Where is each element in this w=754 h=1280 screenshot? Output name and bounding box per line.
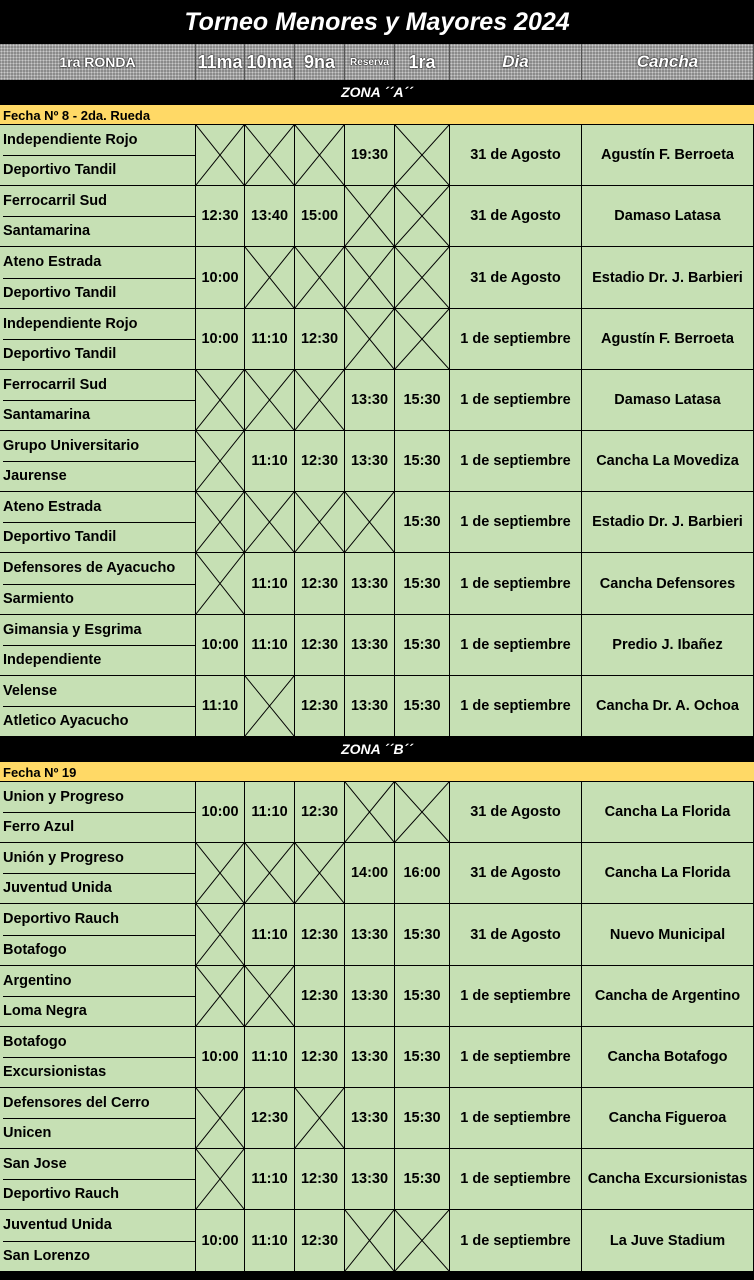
home-team: Ateno Estrada [3,247,195,279]
away-team: Sarmiento [3,590,74,607]
cancha-cell: Cancha Figueroa [582,1088,754,1149]
no-match-cell [395,186,450,247]
time-cell: 11:10 [245,1027,295,1088]
cancha-cell: Nuevo Municipal [582,904,754,966]
no-match-cell [245,676,295,737]
time-cell: 11:10 [245,431,295,492]
teams-cell [0,1088,196,1149]
home-team: Deportivo Rauch [3,904,195,936]
time-cell: 12:30 [295,676,345,737]
time-cell: 15:00 [295,186,345,247]
time-cell: 11:10 [245,1149,295,1210]
teams-cell [0,1027,196,1088]
time-cell: 13:30 [345,615,395,676]
match-row [0,247,754,309]
away-team: Jaurense [3,468,67,484]
match-row [0,1088,754,1149]
no-match-cell [295,492,345,553]
time-cell: 11:10 [245,904,295,966]
cross-mark-icon [295,247,344,308]
time-cell: 11:10 [245,309,295,370]
time-cell: 13:30 [345,1027,395,1088]
no-match-cell [395,309,450,370]
teams-cell [0,676,196,737]
time-cell: 12:30 [295,431,345,492]
dia-cell: 1 de septiembre [450,1088,582,1149]
away-team: Deportivo Tandil [3,162,117,178]
cross-mark-icon [196,492,244,552]
time-cell: 12:30 [245,1088,295,1149]
time-cell: 15:30 [395,1088,450,1149]
teams-cell [0,553,196,615]
match-row [0,966,754,1027]
teams-cell [0,370,196,431]
cancha-cell: Damaso Latasa [582,370,754,431]
dia-cell: 31 de Agosto [450,247,582,309]
home-team: Defensores del Cerro [3,1088,195,1119]
cross-mark-icon [245,247,294,308]
cross-mark-icon [245,370,294,430]
home-team: Botafogo [3,1027,195,1058]
no-match-cell [245,966,295,1027]
cancha-cell: Cancha La Florida [582,782,754,843]
time-cell: 13:30 [345,370,395,431]
no-match-cell [196,370,245,431]
no-match-cell [245,125,295,186]
dia-cell: 1 de septiembre [450,966,582,1027]
match-row [0,309,754,370]
time-cell: 15:30 [395,676,450,737]
match-row [0,904,754,966]
dia-cell: 1 de septiembre [450,553,582,615]
time-cell: 13:40 [245,186,295,247]
no-match-cell [395,247,450,309]
cancha-cell: Cancha Botafogo [582,1027,754,1088]
cross-mark-icon [196,843,244,903]
time-cell: 11:10 [245,1210,295,1272]
time-cell: 15:30 [395,904,450,966]
cross-mark-icon [295,125,344,185]
fecha-header: Fecha Nº 8 - 2da. Rueda [0,104,754,125]
header-dia: Dia [450,44,582,80]
home-team: Ateno Estrada [3,492,195,523]
time-cell: 13:30 [345,966,395,1027]
cross-mark-icon [295,1088,344,1148]
time-cell: 11:10 [245,553,295,615]
cancha-cell: Estadio Dr. J. Barbieri [582,492,754,553]
zone-header: ZONA ´´B´´ [0,737,754,761]
cross-mark-icon [345,1210,394,1271]
no-match-cell [196,553,245,615]
teams-cell [0,843,196,904]
away-team: Deportivo Tandil [3,529,117,545]
time-cell: 15:30 [395,1149,450,1210]
no-match-cell [196,1149,245,1210]
time-cell: 12:30 [295,615,345,676]
match-row [0,370,754,431]
match-row [0,125,754,186]
cross-mark-icon [345,186,394,246]
time-cell: 11:10 [245,615,295,676]
zone-header: ZONA ´´A´´ [0,80,754,104]
teams-cell [0,247,196,309]
no-match-cell [345,1210,395,1272]
teams-cell [0,615,196,676]
no-match-cell [345,309,395,370]
dia-cell: 31 de Agosto [450,782,582,843]
no-match-cell [245,247,295,309]
cross-mark-icon [295,492,344,552]
cancha-cell: Estadio Dr. J. Barbieri [582,247,754,309]
dia-cell: 1 de septiembre [450,615,582,676]
no-match-cell [196,966,245,1027]
cross-mark-icon [345,782,394,842]
no-match-cell [295,370,345,431]
dia-cell: 31 de Agosto [450,843,582,904]
header-11ma: 11ma [196,44,245,80]
home-team: Juventud Unida [3,1210,195,1242]
time-cell: 15:30 [395,492,450,553]
away-team: Loma Negra [3,1003,87,1019]
teams-cell [0,904,196,966]
time-cell: 12:30 [295,1149,345,1210]
match-row [0,431,754,492]
cross-mark-icon [196,125,244,185]
home-team: Velense [3,676,195,707]
teams-cell [0,125,196,186]
time-cell: 10:00 [196,782,245,843]
teams-cell [0,966,196,1027]
away-team: San Lorenzo [3,1247,91,1264]
home-team: Ferrocarril Sud [3,186,195,217]
cross-mark-icon [395,1210,449,1271]
away-team: Botafogo [3,941,67,958]
time-cell: 13:30 [345,553,395,615]
cross-mark-icon [196,1149,244,1209]
time-cell: 10:00 [196,309,245,370]
time-cell: 12:30 [295,966,345,1027]
away-team: Atletico Ayacucho [3,713,129,729]
time-cell: 15:30 [395,966,450,1027]
teams-cell [0,1210,196,1272]
cancha-cell: Predio J. Ibañez [582,615,754,676]
cross-mark-icon [196,904,244,965]
cancha-cell: Agustín F. Berroeta [582,309,754,370]
cross-mark-icon [196,966,244,1026]
time-cell: 13:30 [345,904,395,966]
no-match-cell [345,492,395,553]
cross-mark-icon [196,431,244,491]
cross-mark-icon [245,125,294,185]
teams-cell [0,782,196,843]
dia-cell: 1 de septiembre [450,309,582,370]
no-match-cell [196,492,245,553]
away-team: Santamarina [3,223,91,239]
time-cell: 12:30 [295,309,345,370]
time-cell: 16:00 [395,843,450,904]
time-cell: 11:10 [245,782,295,843]
away-team: Independiente [3,652,102,668]
cross-mark-icon [196,370,244,430]
cancha-cell: Agustín F. Berroeta [582,125,754,186]
time-cell: 12:30 [295,1027,345,1088]
dia-cell: 1 de septiembre [450,1149,582,1210]
time-cell: 15:30 [395,431,450,492]
no-match-cell [295,843,345,904]
home-team: Ferrocarril Sud [3,370,195,401]
away-team: Deportivo Tandil [3,346,117,362]
away-team: Ferro Azul [3,819,75,835]
cross-mark-icon [345,492,394,552]
no-match-cell [345,186,395,247]
time-cell: 14:00 [345,843,395,904]
cross-mark-icon [295,843,344,903]
cancha-cell: Cancha Defensores [582,553,754,615]
home-team: Unión y Progreso [3,843,195,874]
cancha-cell: Cancha La Movediza [582,431,754,492]
match-row [0,615,754,676]
cross-mark-icon [295,370,344,430]
teams-cell [0,431,196,492]
time-cell: 15:30 [395,615,450,676]
no-match-cell [196,904,245,966]
header-1ra: 1ra [395,44,450,80]
no-match-cell [245,843,295,904]
no-match-cell [295,1088,345,1149]
cancha-cell: Cancha Excursionistas [582,1149,754,1210]
dia-cell: 1 de septiembre [450,370,582,431]
no-match-cell [245,492,295,553]
cancha-cell: Cancha de Argentino [582,966,754,1027]
header-cancha: Cancha [582,44,754,80]
no-match-cell [196,431,245,492]
time-cell: 12:30 [295,904,345,966]
away-team: Unicen [3,1125,52,1141]
dia-cell: 1 de septiembre [450,1210,582,1272]
cross-mark-icon [196,1088,244,1148]
no-match-cell [395,125,450,186]
match-row [0,553,754,615]
home-team: Union y Progreso [3,782,195,813]
teams-cell [0,309,196,370]
teams-cell [0,1149,196,1210]
home-team: Independiente Rojo [3,309,195,340]
cross-mark-icon [395,782,449,842]
time-cell: 19:30 [345,125,395,186]
cross-mark-icon [196,553,244,614]
match-row [0,186,754,247]
no-match-cell [395,782,450,843]
dia-cell: 1 de septiembre [450,676,582,737]
no-match-cell [245,370,295,431]
away-team: Excursionistas [3,1064,107,1080]
no-match-cell [196,1088,245,1149]
no-match-cell [196,843,245,904]
time-cell: 15:30 [395,1027,450,1088]
home-team: Grupo Universitario [3,431,195,462]
time-cell: 11:10 [196,676,245,737]
match-row [0,1149,754,1210]
home-team: Defensores de Ayacucho [3,553,195,585]
time-cell: 15:30 [395,553,450,615]
match-row [0,1027,754,1088]
cross-mark-icon [245,492,294,552]
cancha-cell: La Juve Stadium [582,1210,754,1272]
cross-mark-icon [345,247,394,308]
time-cell: 10:00 [196,1027,245,1088]
no-match-cell [395,1210,450,1272]
time-cell: 13:30 [345,1088,395,1149]
no-match-cell [345,247,395,309]
cancha-cell: Cancha La Florida [582,843,754,904]
home-team: Gimansia y Esgrima [3,615,195,646]
no-match-cell [295,247,345,309]
cross-mark-icon [245,676,294,736]
away-team: Santamarina [3,407,91,423]
dia-cell: 1 de septiembre [450,492,582,553]
teams-cell [0,492,196,553]
fecha-header: Fecha Nº 19 [0,761,754,782]
home-team: San Jose [3,1149,195,1180]
match-row [0,676,754,737]
cross-mark-icon [345,309,394,369]
time-cell: 12:30 [196,186,245,247]
match-row [0,492,754,553]
time-cell: 10:00 [196,247,245,309]
cross-mark-icon [245,966,294,1026]
away-team: Deportivo Rauch [3,1186,120,1202]
time-cell: 13:30 [345,431,395,492]
time-cell: 10:00 [196,615,245,676]
time-cell: 15:30 [395,370,450,431]
no-match-cell [196,125,245,186]
match-row [0,843,754,904]
time-cell: 12:30 [295,1210,345,1272]
dia-cell: 31 de Agosto [450,904,582,966]
teams-cell [0,186,196,247]
cancha-cell: Cancha Dr. A. Ochoa [582,676,754,737]
match-row [0,1210,754,1272]
cross-mark-icon [245,843,294,903]
match-row [0,782,754,843]
time-cell: 10:00 [196,1210,245,1272]
cross-mark-icon [395,247,449,308]
no-match-cell [345,782,395,843]
cross-mark-icon [395,309,449,369]
time-cell: 12:30 [295,553,345,615]
home-team: Independiente Rojo [3,125,195,156]
header-10ma: 10ma [245,44,295,80]
dia-cell: 1 de septiembre [450,1027,582,1088]
header-9na: 9na [295,44,345,80]
dia-cell: 31 de Agosto [450,186,582,247]
cancha-cell: Damaso Latasa [582,186,754,247]
time-cell: 13:30 [345,676,395,737]
away-team: Juventud Unida [3,880,112,896]
time-cell: 13:30 [345,1149,395,1210]
dia-cell: 31 de Agosto [450,125,582,186]
header-reserva: Reserva [345,44,395,80]
no-match-cell [295,125,345,186]
away-team: Deportivo Tandil [3,284,117,301]
time-cell: 12:30 [295,782,345,843]
header-ronda: 1ra RONDA [0,44,196,80]
page-title: Torneo Menores y Mayores 2024 [0,0,754,44]
home-team: Argentino [3,966,195,997]
cross-mark-icon [395,125,449,185]
dia-cell: 1 de septiembre [450,431,582,492]
cross-mark-icon [395,186,449,246]
